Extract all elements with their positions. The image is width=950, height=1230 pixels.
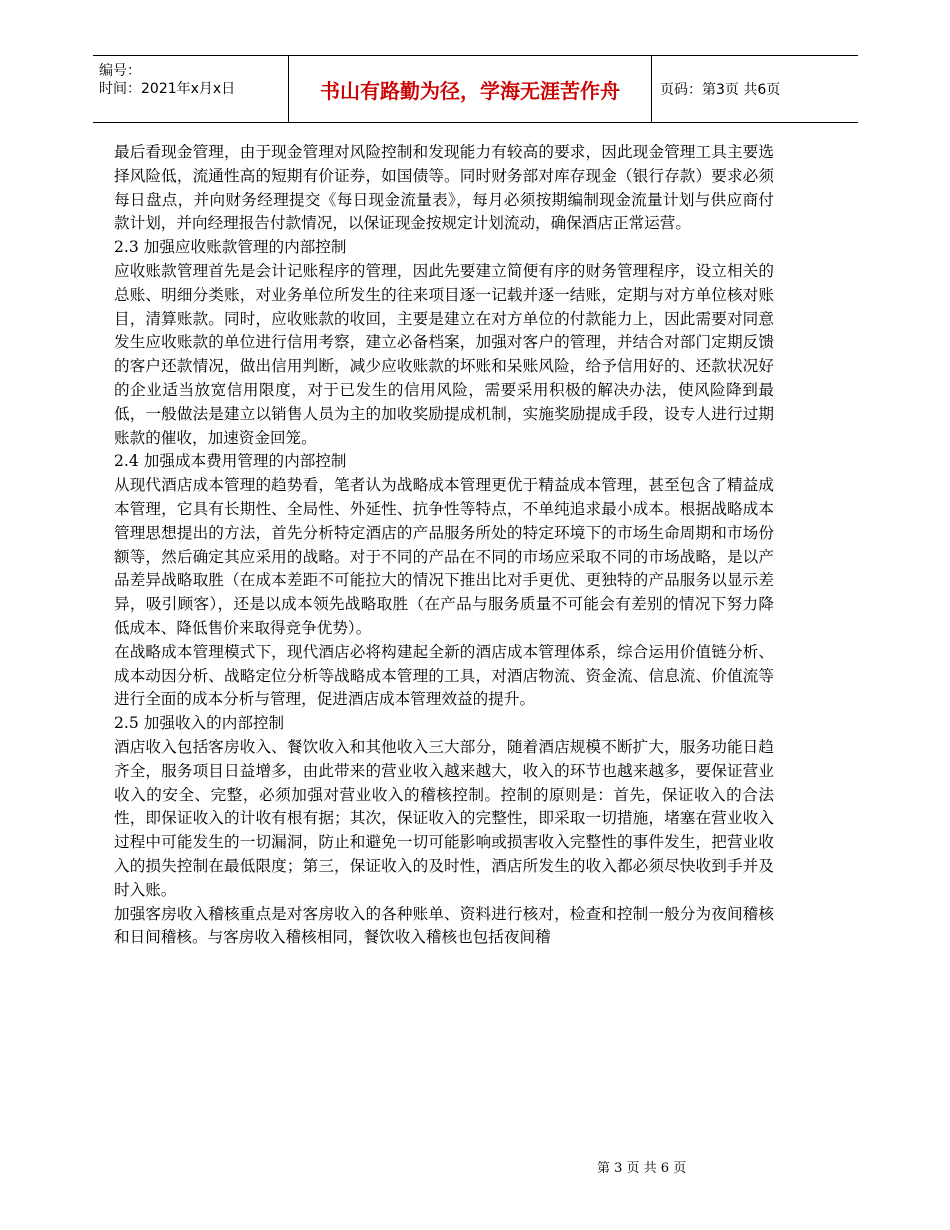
header-meta-cell [93,56,289,122]
paragraph-room-revenue-audit: 加强客房收入稽核重点是对客房收入的各种账单、资料进行核对，检查和控制一般分为夜间稽核和日间稽核。与客房收入稽核相同，餐饮收入稽核也包括夜间稽 [114,904,774,947]
header-page-cell [652,56,858,122]
paragraph-receivables: 应收账款管理首先是会计记账程序的管理，因此先要建立简便有序的财务管理程序，设立相关的总账、明细分类账，对业务单位所发生的往来项目逐一记载并逐一结账，定期与对方单位核对账目，清算账款。同时，应收账款的收回，主要是建立在对方单位的付款能力上，因此需要对同意发生应收账款的单位进行信用考察，建立必备档案，加强对客户的管理，并结合对部门定期反馈的客户还款情况，做出信用判断，减少应收账款的坏账和呆账风险，给予信用好的、还款状况好的企业适当放宽信用限度，对于已发生的信用风险，需要采用积极的解决办法，使风险降到最低，一般做法是建立以销售人员为主的加收奖励提成机制，实施奖励提成手段，设专人进行过期账款的催收，加速资金回笼。 [114,261,774,447]
section-heading-2-3: 2.3 加强应收账款管理的内部控制 [114,238,347,257]
paragraph-cost-system: 在战略成本管理模式下，现代酒店必将构建起全新的酒店成本管理体系，综合运用价值链分析、成本动因分析、战略定位分析等战略成本管理的工具，对酒店物流、资金流、信息流、价值流等进行全面的成本分析与管理，促进酒店成本管理效益的提升。 [114,642,774,709]
page-footer: 第 3 页 共 6 页 [597,1161,687,1176]
page-number-info: 页码：第3页 共6页 [660,82,781,98]
paragraph-cash-management: 最后看现金管理，由于现金管理对风险控制和发现能力有较高的要求，因此现金管理工具主要选择风险低，流通性高的短期有价证券，如国债等。同时财务部对库存现金（银行存款）要求必须每日盘点，并向财务经理提交《每日现金流量表》，每月必须按期编制现金流量计划与供应商付款计划，并向经理报告付款情况，以保证现金按规定计划流动，确保酒店正常运营。 [114,143,774,233]
header-motto-cell [289,56,652,122]
section-heading-2-5: 2.5 加强收入的内部控制 [114,714,285,733]
serial-number-label: 编号： [99,63,141,79]
paragraph-cost-strategy: 从现代酒店成本管理的趋势看，笔者认为战略成本管理更优于精益成本管理，甚至包含了精益成本管理，它具有长期性、全局性、外延性、抗争性等特点，不单纯追求最小成本。根据战略成本管理思想提出的方法，首先分析特定酒店的产品服务所处的特定环境下的市场生命周期和市场份额等，然后确定其应采用的战略。对于不同的产品在不同的市场应采取不同的市场战略，是以产品差异战略取胜（在成本差距不可能拉大的情况下推出比对手更优、更独特的产品服务以显示差异，吸引顾客），还是以成本领先战略取胜（在产品与服务质量不可能会有差别的情况下努力降低成本、降低售价来取得竞争优势）。 [114,476,774,637]
page-header [93,55,858,123]
document-body [114,141,774,950]
date-label: 时间：2021年x月x日 [99,81,236,97]
motto-text: 书山有路勤为径，学海无涯苦作舟 [320,78,620,103]
section-heading-2-4: 2.4 加强成本费用管理的内部控制 [114,452,347,471]
paragraph-revenue-control: 酒店收入包括客房收入、餐饮收入和其他收入三大部分，随着酒店规模不断扩大，服务功能日趋齐全，服务项目日益增多，由此带来的营业收入越来越大，收入的环节也越来越多，要保证营业收入的安全、完整，必须加强对营业收入的稽核控制。控制的原则是：首先，保证收入的合法性，即保证收入的计收有根有据；其次，保证收入的完整性，即采取一切措施，堵塞在营业收入过程中可能发生的一切漏洞，防止和避免一切可能影响或损害收入完整性的事件发生，把营业收入的损失控制在最低限度；第三，保证收入的及时性，酒店所发生的收入都必须尽快收到手并及时入账。 [114,737,774,899]
